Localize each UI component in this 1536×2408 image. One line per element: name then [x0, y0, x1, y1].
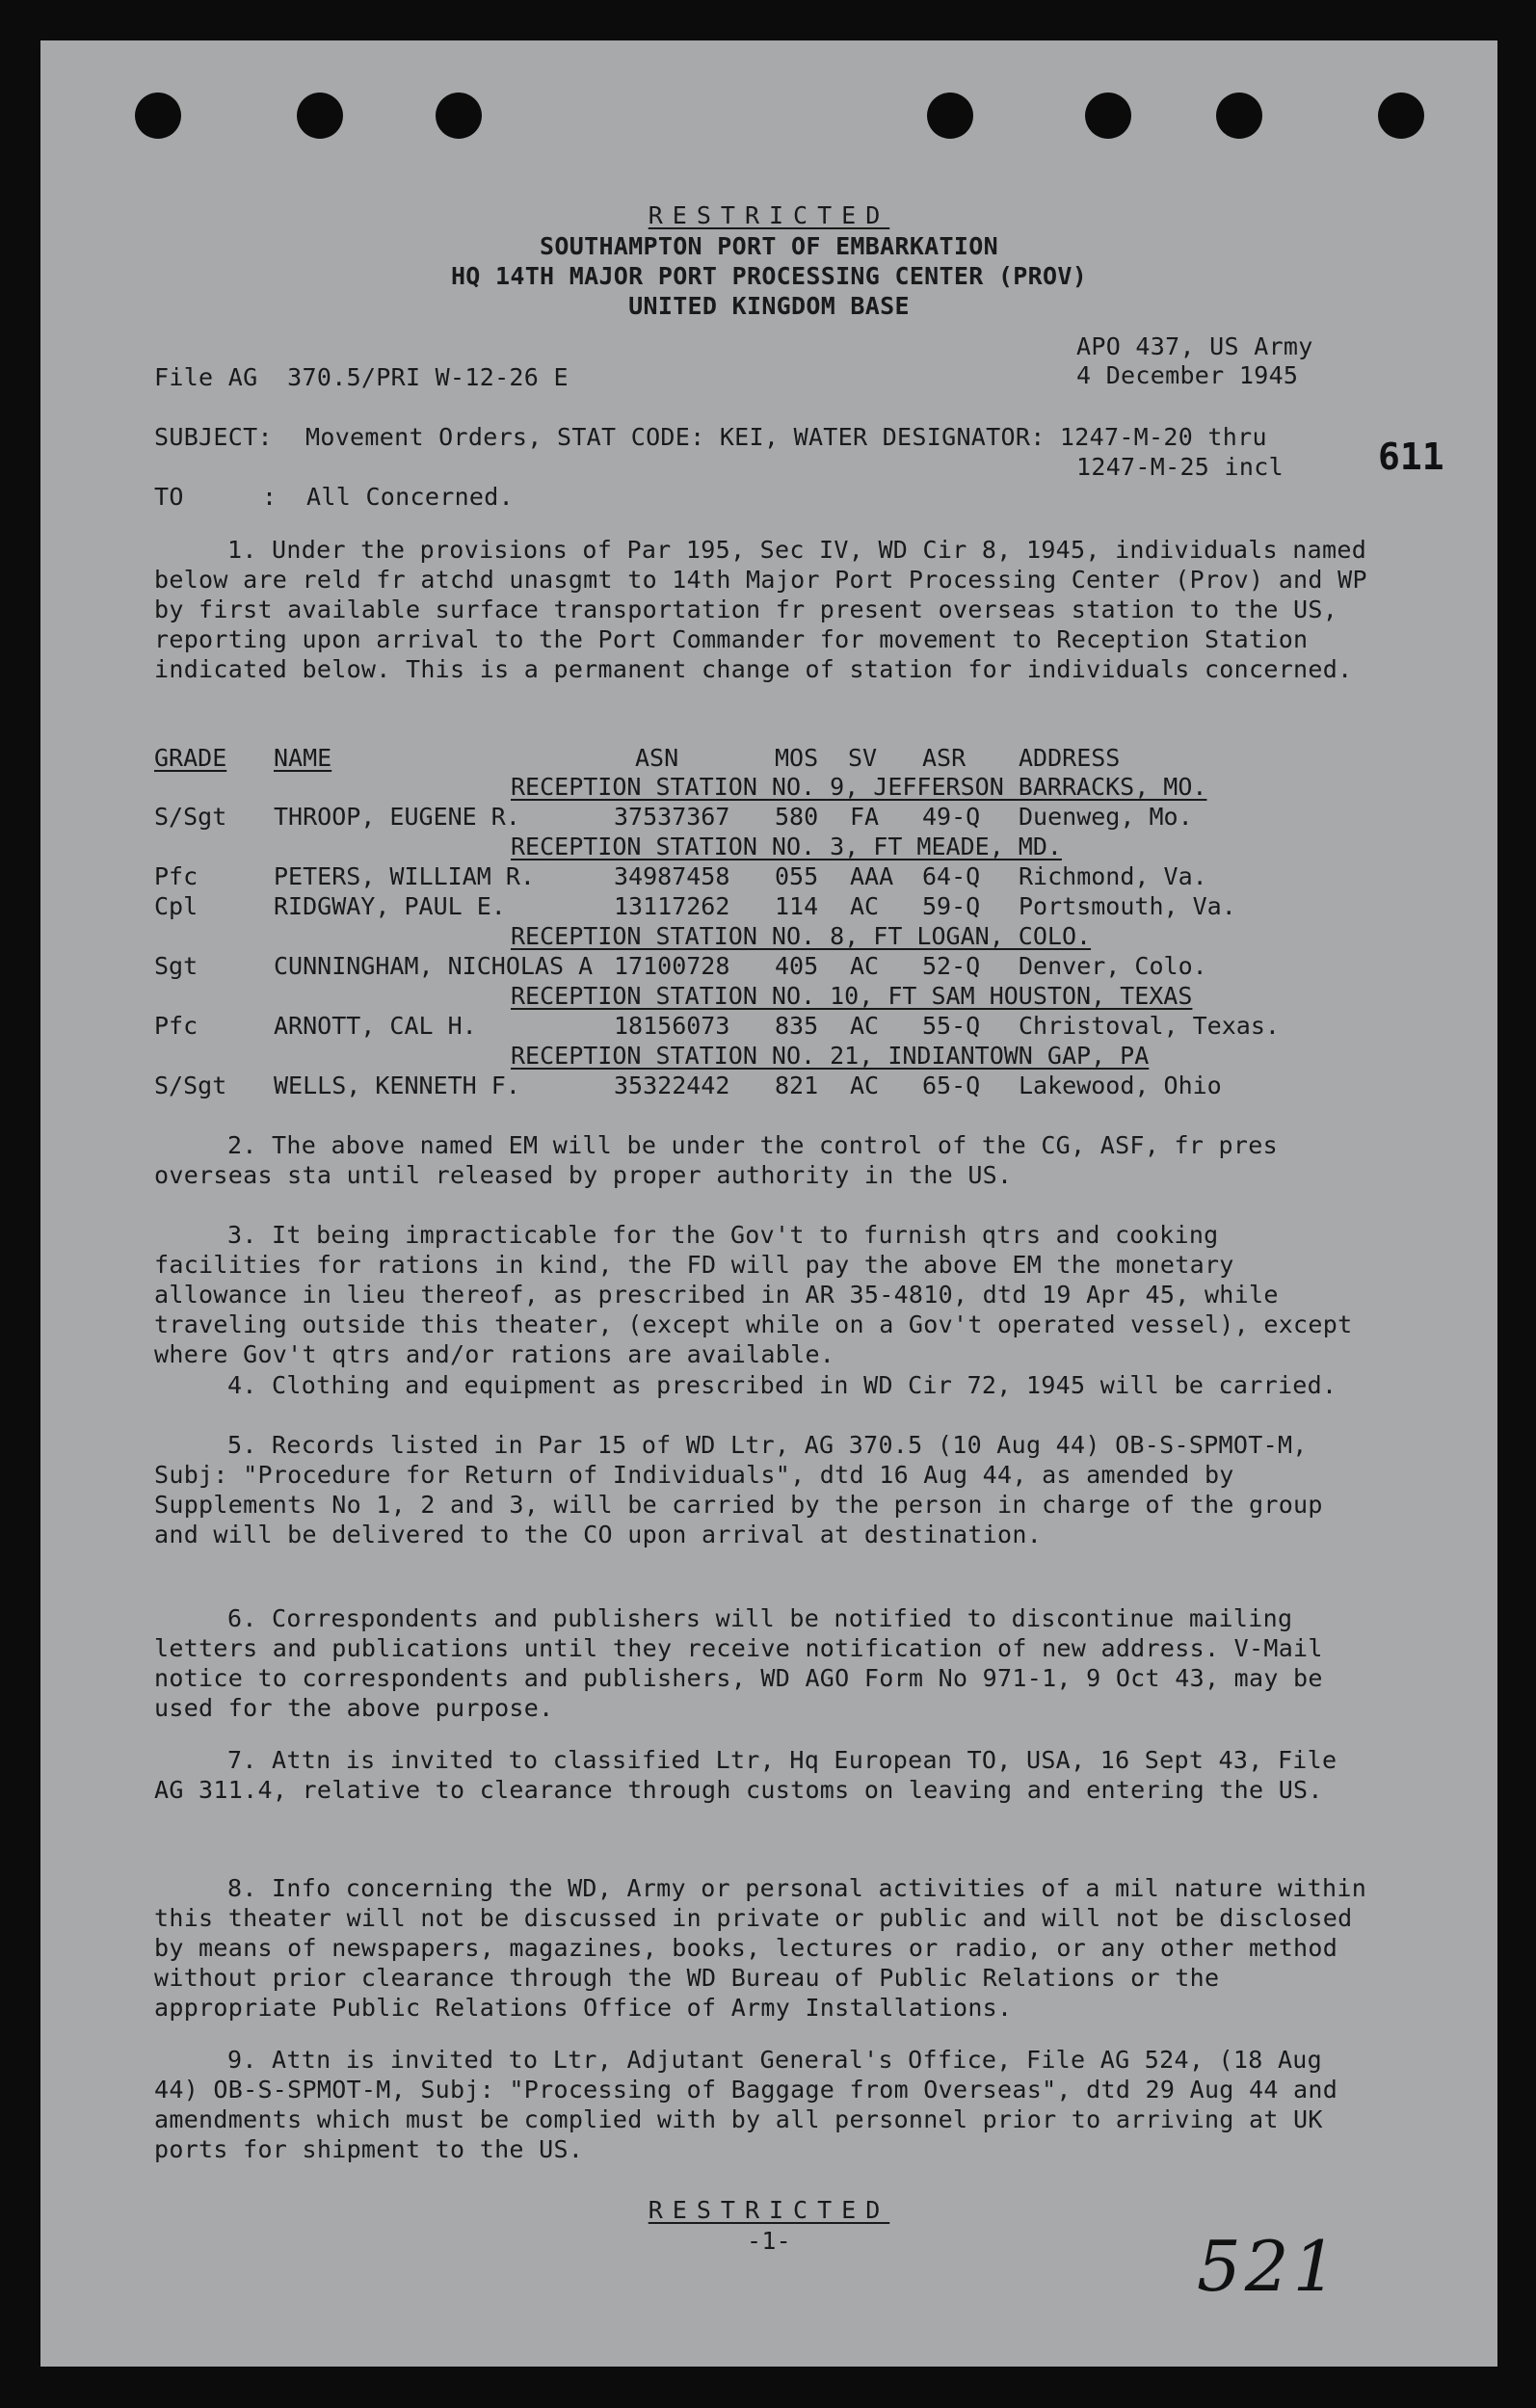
paragraph-9: 9. Attn is invited to Ltr, Adjutant General's Office, File AG 524, (18 Aug 44) OB-S-SPMOT-M, Subj: "Processing of Baggage from Overseas", dtd 29 Aug 44 and amendments which must be complied with by all personnel prior to arriving at UK ports for shipment to the US. — [154, 2046, 1338, 2163]
to-label: TO — [154, 483, 184, 511]
col-asn: ASN — [635, 744, 679, 772]
table-row: S/Sgt WELLS, KENNETH F. 35322442 821 AC 65-Q Lakewood, Ohio — [154, 1072, 1222, 1099]
subject-label: SUBJECT: — [154, 423, 273, 451]
file-reference: File AG 370.5/PRI W-12-26 E — [154, 363, 569, 391]
col-address: ADDRESS — [1019, 744, 1121, 772]
punch-hole — [927, 93, 973, 139]
page-stamp-number: 611 — [1378, 436, 1444, 478]
reception-station: RECEPTION STATION NO. 21, INDIANTOWN GAP, PA — [511, 1042, 1150, 1070]
apo-line: APO 437, US Army — [1076, 332, 1313, 360]
table-row: Pfc ARNOTT, CAL H. 18156073 835 AC 55-Q Christoval, Texas. — [154, 1012, 1280, 1040]
punch-hole — [1216, 93, 1262, 139]
col-name: NAME — [274, 744, 332, 772]
paragraph-7: 7. Attn is invited to classified Ltr, Hq European TO, USA, 16 Sept 43, File AG 311.4, relative to clearance through customs on leaving and entering the US. — [154, 1746, 1337, 1804]
document-page — [40, 40, 1497, 2367]
punch-hole — [1378, 93, 1424, 139]
col-asr: ASR — [922, 744, 967, 772]
punch-hole — [1085, 93, 1131, 139]
col-sv: SV — [848, 744, 878, 772]
classification-header: RESTRICTED — [648, 201, 890, 229]
paragraph-8: 8. Info concerning the WD, Army or personal activities of a mil nature within this theater will not be discussed in private or public and will not be disclosed by means of newspapers, magazines, books, lectures or radio, or any other method without prior clearance through the WD Bureau of Public Relations or the appropriate Public Relations Office of Army Installations. — [154, 1874, 1367, 2022]
page-number: -1- — [746, 2227, 792, 2255]
paragraph-5: 5. Records listed in Par 15 of WD Ltr, AG 370.5 (10 Aug 44) OB-S-SPMOT-M, Subj: "Procedure for Return of Individuals", dtd 16 Aug 44, as amended by Supplements No 1, 2 and 3, will be carried by the person in charge of the group and will be delivered to the CO upon arrival at destination. — [154, 1431, 1323, 1548]
org-line-1: SOUTHAMPTON PORT OF EMBARKATION — [540, 232, 998, 260]
table-row: Sgt CUNNINGHAM, NICHOLAS A 17100728 405 AC 52-Q Denver, Colo. — [154, 952, 1207, 980]
paragraph-6: 6. Correspondents and publishers will be notified to discontinue mailing letters and publications until they receive notification of new address. V-Mail notice to correspondents and publishers, WD AGO Form No 971-1, 9 Oct 43, may be used for the above purpose. — [154, 1604, 1323, 1722]
to-text: : All Concerned. — [262, 483, 514, 511]
classification-footer: RESTRICTED — [648, 2196, 890, 2224]
table-row: S/Sgt THROOP, EUGENE R. 37537367 580 FA 49-Q Duenweg, Mo. — [154, 803, 1193, 831]
reception-station: RECEPTION STATION NO. 9, JEFFERSON BARRACKS, MO. — [511, 773, 1207, 801]
paragraph-1: 1. Under the provisions of Par 195, Sec IV, WD Cir 8, 1945, individuals named below are reld fr atchd unasgmt to 14th Major Port Processing Center (Prov) and WP by first available surface transportation fr present overseas station to the US, reporting upon arrival to the Port Commander for movement to Reception Station indicated below. This is a permanent change of station for individuals concerned. — [154, 536, 1367, 683]
paragraph-3: 3. It being impracticable for the Gov't to furnish qtrs and cooking facilities for rations in kind, the FD will pay the above EM the monetary allowance in lieu thereof, as prescribed in AR 35-4810, dtd 19 Apr 45, while traveling outside this theater, (except while on a Gov't operated vessel), except where Gov't qtrs and/or rations are available. — [154, 1221, 1353, 1368]
org-line-3: UNITED KINGDOM BASE — [628, 292, 910, 320]
punch-hole — [135, 93, 181, 139]
paragraph-4: 4. Clothing and equipment as prescribed in WD Cir 72, 1945 will be carried. — [227, 1371, 1337, 1399]
punch-hole — [436, 93, 482, 139]
reception-station: RECEPTION STATION NO. 10, FT SAM HOUSTON, TEXAS — [511, 982, 1193, 1010]
subject-text: Movement Orders, STAT CODE: KEI, WATER DESIGNATOR: 1247-M-20 thru — [305, 423, 1267, 451]
handwritten-number: 521 — [1197, 2226, 1341, 2307]
col-grade: GRADE — [154, 744, 227, 772]
org-line-2: HQ 14TH MAJOR PORT PROCESSING CENTER (PROV) — [450, 262, 1088, 290]
subject-text-cont: 1247-M-25 incl — [1076, 453, 1284, 481]
table-row: Cpl RIDGWAY, PAUL E. 13117262 114 AC 59-Q Portsmouth, Va. — [154, 892, 1236, 920]
punch-hole — [297, 93, 343, 139]
paragraph-2: 2. The above named EM will be under the control of the CG, ASF, fr pres overseas sta until released by proper authority in the US. — [154, 1131, 1278, 1189]
table-row: Pfc PETERS, WILLIAM R. 34987458 055 AAA 64-Q Richmond, Va. — [154, 862, 1207, 890]
col-mos: MOS — [775, 744, 819, 772]
reception-station: RECEPTION STATION NO. 8, FT LOGAN, COLO. — [511, 922, 1092, 950]
document-date: 4 December 1945 — [1076, 361, 1299, 389]
roster-header — [40, 744, 1497, 774]
reception-station: RECEPTION STATION NO. 3, FT MEADE, MD. — [511, 833, 1062, 860]
